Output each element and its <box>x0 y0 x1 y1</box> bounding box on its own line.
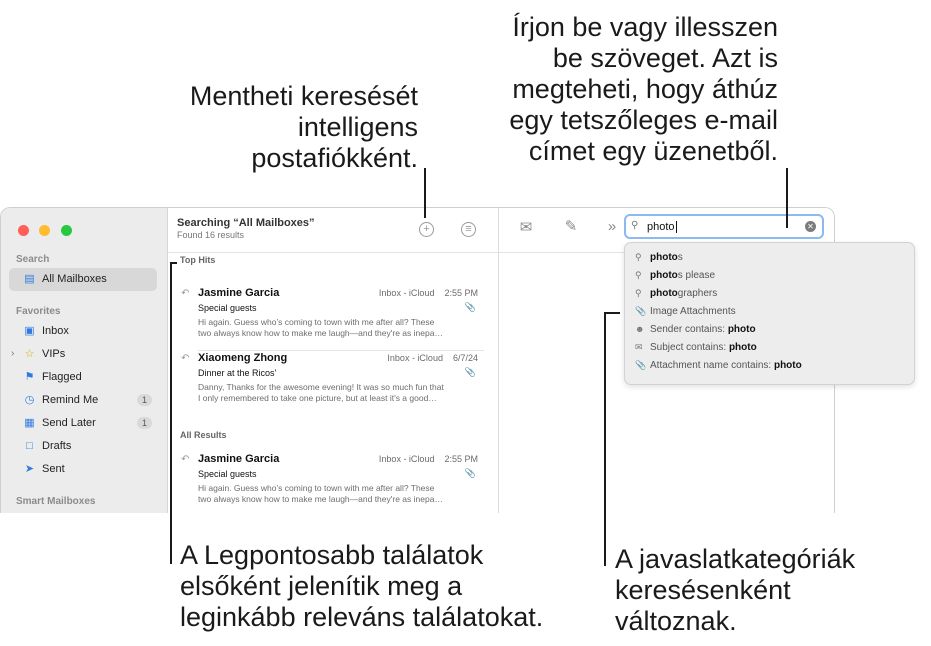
paperclip-icon: 📎 <box>464 302 476 312</box>
preview-line: Danny, Thanks for the awesome evening! It was so much fun that <box>198 382 444 392</box>
search-icon: ⚲ <box>631 220 639 231</box>
leader-line-top-hits <box>170 262 172 564</box>
leader-line-search <box>786 168 788 228</box>
preview-line: Hi again. Guess who’s coming to town with me after all? These <box>198 317 435 327</box>
search-icon: ⚲ <box>635 270 642 280</box>
replied-icon: ↶ <box>181 288 190 299</box>
completion: s please <box>677 270 716 281</box>
search-input[interactable] <box>624 214 824 239</box>
match: photo <box>650 270 678 281</box>
suggestion-item[interactable] <box>635 324 756 335</box>
text-caret <box>676 221 677 233</box>
match: photo <box>650 252 678 263</box>
suggestion-item[interactable] <box>635 288 717 299</box>
label: Attachment name contains: <box>650 360 774 371</box>
tray-icon: ▤ <box>24 273 35 285</box>
paperclip-icon: 📎 <box>635 360 647 370</box>
sidebar-section-smart-mailboxes: Smart Mailboxes <box>16 496 96 507</box>
label: Sender contains: <box>650 324 728 335</box>
leader-tick-top-hits <box>170 262 177 264</box>
completion: s <box>677 252 683 263</box>
calendar-icon: ▦ <box>24 417 35 429</box>
preview-line: Hi again. Guess who’s coming to town with me after all? These <box>198 483 435 493</box>
sidebar-item-inbox[interactable]: ▣ Inbox <box>24 325 69 337</box>
envelope-icon: ✉ <box>635 342 643 352</box>
sidebar-section-favorites: Favorites <box>16 306 61 317</box>
callout-save-search: Mentheti keresését intelligens postafiókként. <box>189 81 418 173</box>
clock-icon: ◷ <box>24 394 35 406</box>
result-count: Found 16 results <box>177 230 245 240</box>
match: photo <box>727 324 756 335</box>
chevron-right-icon[interactable]: › <box>11 348 15 359</box>
person-icon: ☻ <box>635 324 645 334</box>
leader-line-categories <box>604 312 606 566</box>
preview-line: two always know how to make me laugh—and they're as inepa… <box>198 328 443 338</box>
search-icon: ⚲ <box>635 288 642 298</box>
paperclip-icon: 📎 <box>464 367 476 377</box>
preview-line: two always know how to make me laugh—and they're as inepa… <box>198 494 443 504</box>
section-all-results: All Results <box>180 430 227 440</box>
callout-suggestion-categories: A javaslatkategóriák keresésenként változnak. <box>615 544 856 636</box>
sender: Jasmine Garcia <box>198 287 280 299</box>
list-item[interactable] <box>168 285 498 351</box>
mailbox: Inbox - iCloud <box>387 353 443 363</box>
paperclip-icon: 📎 <box>464 468 476 478</box>
label: Subject contains: <box>650 342 729 353</box>
subject: Special guests <box>198 303 257 313</box>
mailbox-time <box>387 353 478 363</box>
callout-top-hits: A Legpontosabb találatok elsőként jelenítik meg a leginkább releváns találatokat. <box>180 540 544 632</box>
sidebar-item-sent[interactable]: ➤ Sent <box>24 463 65 475</box>
replied-icon: ↶ <box>181 454 190 465</box>
sidebar-item-send-later[interactable]: ▦ Send Later 1 <box>9 412 157 435</box>
preview <box>198 317 480 339</box>
time: 2:55 PM <box>444 288 478 298</box>
star-icon: ☆ <box>24 348 35 360</box>
sidebar-item-all-mailboxes[interactable]: ▤ All Mailboxes <box>9 268 157 291</box>
sender: Xiaomeng Zhong <box>198 352 288 364</box>
sidebar <box>1 208 168 513</box>
mailbox-time <box>379 454 478 464</box>
sidebar-item-flagged[interactable]: ⚑ Flagged <box>24 371 82 383</box>
sidebar-section-search: Search <box>16 254 50 265</box>
divider <box>168 252 498 253</box>
callout-type-search: Írjon be vagy illesszen be szöveget. Azt is megteheti, hogy áthúz egy tetszőleges e-mail címet egy üzenetből. <box>509 12 778 166</box>
list-item[interactable] <box>168 350 498 416</box>
flag-icon: ⚑ <box>24 371 35 383</box>
sender: Jasmine Garcia <box>198 453 280 465</box>
suggestion-item[interactable] <box>635 360 802 371</box>
suggestion-item[interactable] <box>635 342 757 353</box>
preview <box>198 483 480 505</box>
replied-icon: ↶ <box>181 353 190 364</box>
sidebar-item-remind-me[interactable]: ◷ Remind Me 1 <box>9 389 157 412</box>
count-badge: 1 <box>137 394 152 406</box>
clear-search-icon[interactable]: ✕ <box>805 221 816 232</box>
mailbox-time <box>379 288 478 298</box>
mailbox: Inbox - iCloud <box>378 288 435 298</box>
list-item[interactable] <box>168 451 498 513</box>
match: photo <box>650 288 678 299</box>
search-icon: ⚲ <box>635 252 642 262</box>
window-controls <box>18 223 78 241</box>
inbox-icon: ▣ <box>24 325 35 337</box>
sidebar-item-drafts[interactable]: □ Drafts <box>9 435 157 458</box>
paperplane-icon: ➤ <box>24 463 35 475</box>
time: 2:55 PM <box>444 454 478 464</box>
sidebar-item-vips[interactable]: › ☆ VIPs <box>11 348 66 360</box>
subject: Dinner at the Ricos' <box>198 368 277 378</box>
message-list <box>168 208 499 513</box>
query-text: photo <box>647 221 675 233</box>
filter-icon[interactable]: ≡ <box>461 222 476 237</box>
minimize-button[interactable] <box>39 225 50 236</box>
leader-line-save <box>424 168 426 218</box>
document-icon: □ <box>26 440 33 452</box>
suggestion-item[interactable] <box>635 306 736 317</box>
leader-tick-categories <box>604 312 620 314</box>
search-query[interactable] <box>647 221 677 233</box>
match: photo <box>728 342 757 353</box>
list-title: Searching “All Mailboxes” <box>177 217 315 229</box>
match: photo <box>773 360 802 371</box>
search-suggestions <box>624 242 915 385</box>
envelope-icon[interactable]: ✉ <box>519 219 533 236</box>
preview-line: I only remembered to take one picture, but at least it's a good… <box>198 393 437 403</box>
suggestion-item[interactable] <box>635 252 683 263</box>
count-badge: 1 <box>137 417 152 429</box>
zoom-button[interactable] <box>61 225 72 236</box>
suggestion-item[interactable] <box>635 270 715 281</box>
close-button[interactable] <box>18 225 29 236</box>
completion: graphers <box>677 288 718 299</box>
time: 6/7/24 <box>452 353 478 363</box>
subject: Special guests <box>198 469 257 479</box>
label: Image Attachments <box>650 306 736 317</box>
section-top-hits: Top Hits <box>180 255 216 265</box>
compose-icon[interactable]: ✎ <box>564 218 578 235</box>
more-toolbar-icon[interactable]: » <box>607 218 617 235</box>
paperclip-icon: 📎 <box>635 306 647 316</box>
add-smart-mailbox-icon[interactable]: + <box>419 222 434 237</box>
preview <box>198 382 480 404</box>
mailbox: Inbox - iCloud <box>378 454 435 464</box>
